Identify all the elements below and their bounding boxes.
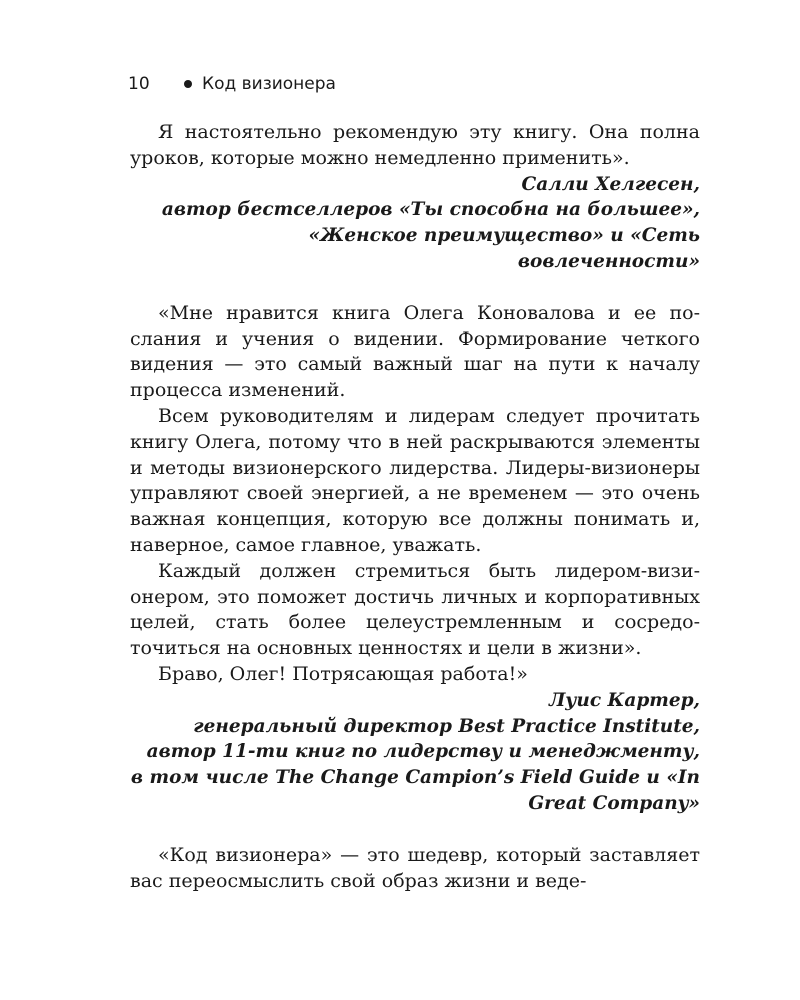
quote2-author-line: Great Company» [528,792,700,814]
quote2-author-line: генеральный директор Best Practice Institute, [193,715,700,737]
quote2-paragraph: «Мне нравится книга Олега Коновалова и ее послания и учения о видении. Формирование четкого видения — это самый важный шаг на пути к началу процесса изменений. [130,301,700,402]
book-title: Код визионера [202,74,336,94]
bullet-icon [184,80,192,88]
quote1-author-line: вовлеченности» [517,250,700,272]
running-head [128,72,336,96]
quote1-author-line: автор бестселлеров «Ты способна на большее», [161,199,700,221]
quote1-paragraph: Я настоятельно рекомендую эту книгу. Она полна уроков, которые можно немедленно применить». [130,121,700,169]
quote2-author-line: в том числе The Change Campion’s Field Guide и «In [130,767,700,789]
quote2-author-line: автор 11-ти книг по лидерству и менеджменту, [146,741,700,763]
quote2-author: Луис Картер, [548,689,700,711]
quote1-attribution [130,172,700,275]
quote2-paragraph: Браво, Олег! Потрясающая работа!» [158,662,528,685]
quote3-paragraph: «Код визионера» — это шедевр, который заставляет вас переосмыслить свой образ жизни и веде- [130,843,700,892]
section-gap [130,275,700,301]
quote2-paragraph: Всем руководителям и лидерам следует прочитать книгу Олега, потому что в ней раскрываются элементы и методы визионерского лидерства. Лидеры-визионеры управляют своей энергией, а не временем — это очень важная концепция, которую все должны понимать и, наверное, самое главное, уважать. [130,404,700,556]
quote1-author: Салли Хелгесен, [521,173,700,195]
page-number: 10 [128,74,150,94]
section-gap [130,817,700,843]
page-body [130,120,700,894]
quote1-author-line: «Женское преимущество» и «Сеть [308,225,700,247]
quote2-paragraph: Каждый должен стремиться быть лидером-визионером, это поможет достичь личных и корпоративных целей, стать более целеустремленным и сосредоточиться на основных ценностях и цели в жизни». [130,559,700,660]
quote2-attribution [130,688,700,817]
